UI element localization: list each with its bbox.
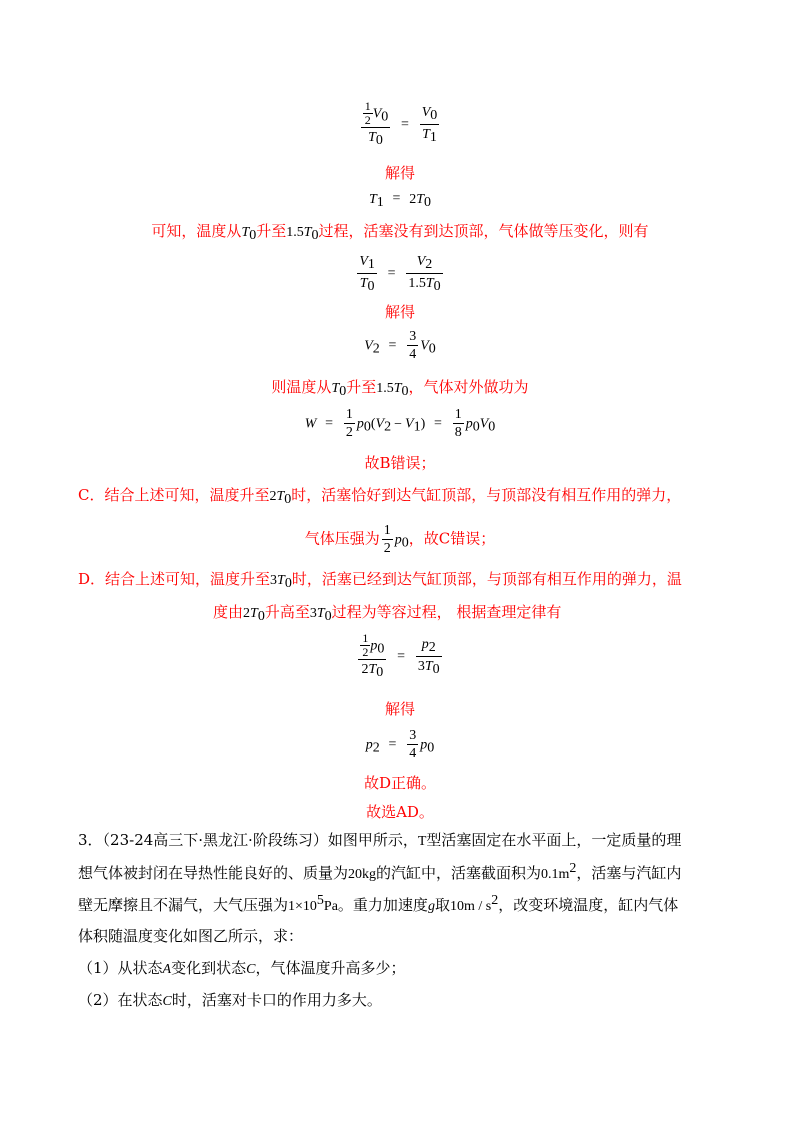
equation-ratio-2: $\frac{V_1}{T_0}$ = $\frac{V_2}{1.5T_0}$ (359, 254, 441, 294)
equation-charles: $\frac{1}{2}$ $p_0$ $2T_0$ = $\frac{p_2}{3T_0}$ (0, 632, 800, 681)
option-b-conclusion: 故B错误； (364, 454, 436, 472)
problem-number: 3． (78, 831, 103, 849)
equation-p2: $p_2$ = $\frac{3}{4}$ $p_0$ (365, 728, 435, 761)
problem-3-line-3: 壁无摩擦且不漏气，大气压强为$1\times 10^5Pa$。重力加速度g取$10m / s^2$，改变环境温度，缸内气体 (78, 893, 679, 914)
equation-ratio-1: $\frac{1}{2}$ $V_0$ $T_0$ = $\frac{V_0}{T_1}$ (0, 100, 800, 149)
question-2: （2）在状态C时，活塞对卡口的作用力多大。 (78, 991, 382, 1009)
problem-3-line-1: 3．（23-24高三下·黑龙江·阶段练习）如图甲所示，T型活塞固定在水平面上，一定质量的理 (78, 831, 682, 849)
solve-label-2: 解得 (384, 303, 415, 321)
isobaric-statement: 可知，温度从$T_0$升至$1.5T_0$过程，活塞没有到达顶部，气体做等压变化，则有 (151, 222, 649, 243)
solve-label-3: 解得 (384, 700, 415, 718)
problem-3-line-2: 想气体被封闭在导热性能良好的、质量为20kg的汽缸中，活塞截面积为$0.1m^2$，活塞与汽缸内 (78, 861, 682, 882)
final-answer: 故选AD。 (366, 803, 434, 821)
option-c-line-1: C．结合上述可知，温度升至$2T_0$时，活塞恰好到达气缸顶部，与顶部没有相互作用的弹力， (78, 486, 682, 507)
equation-t1: $T_1 = 2T_0$ (368, 191, 432, 210)
option-c-line-2: 气体压强为 $\frac{1}{2}$ $p_0$，故C错误； (304, 523, 496, 556)
option-d-line-2: 度由$2T_0$升高至$3T_0$过程为等容过程， 根据查理定律有 (213, 603, 562, 624)
option-d-conclusion: 故D正确。 (363, 774, 437, 792)
problem-source: （23-24高三下·黑龙江·阶段练习） (102, 831, 328, 849)
question-1: （1）从状态A变化到状态C，气体温度升高多少； (78, 959, 406, 977)
equation-work: W = $\frac{1}{2}$ $p_0(V_2 - V_1)$ = $\frac{1}{8}$ $p_0V_0$ (304, 407, 496, 440)
work-intro: 则温度从$T_0$升至$1.5T_0$，气体对外做功为 (271, 378, 529, 399)
solve-label-1: 解得 (384, 164, 415, 182)
equation-v2: $V_2$ = $\frac{3}{4}$ $V_0$ (364, 329, 436, 362)
option-d-line-1: D．结合上述可知，温度升至$3T_0$时，活塞已经到达气缸顶部，与顶部有相互作用的弹力，温 (78, 570, 682, 591)
problem-3-line-4: 体积随温度变化如图乙所示，求： (78, 927, 304, 945)
